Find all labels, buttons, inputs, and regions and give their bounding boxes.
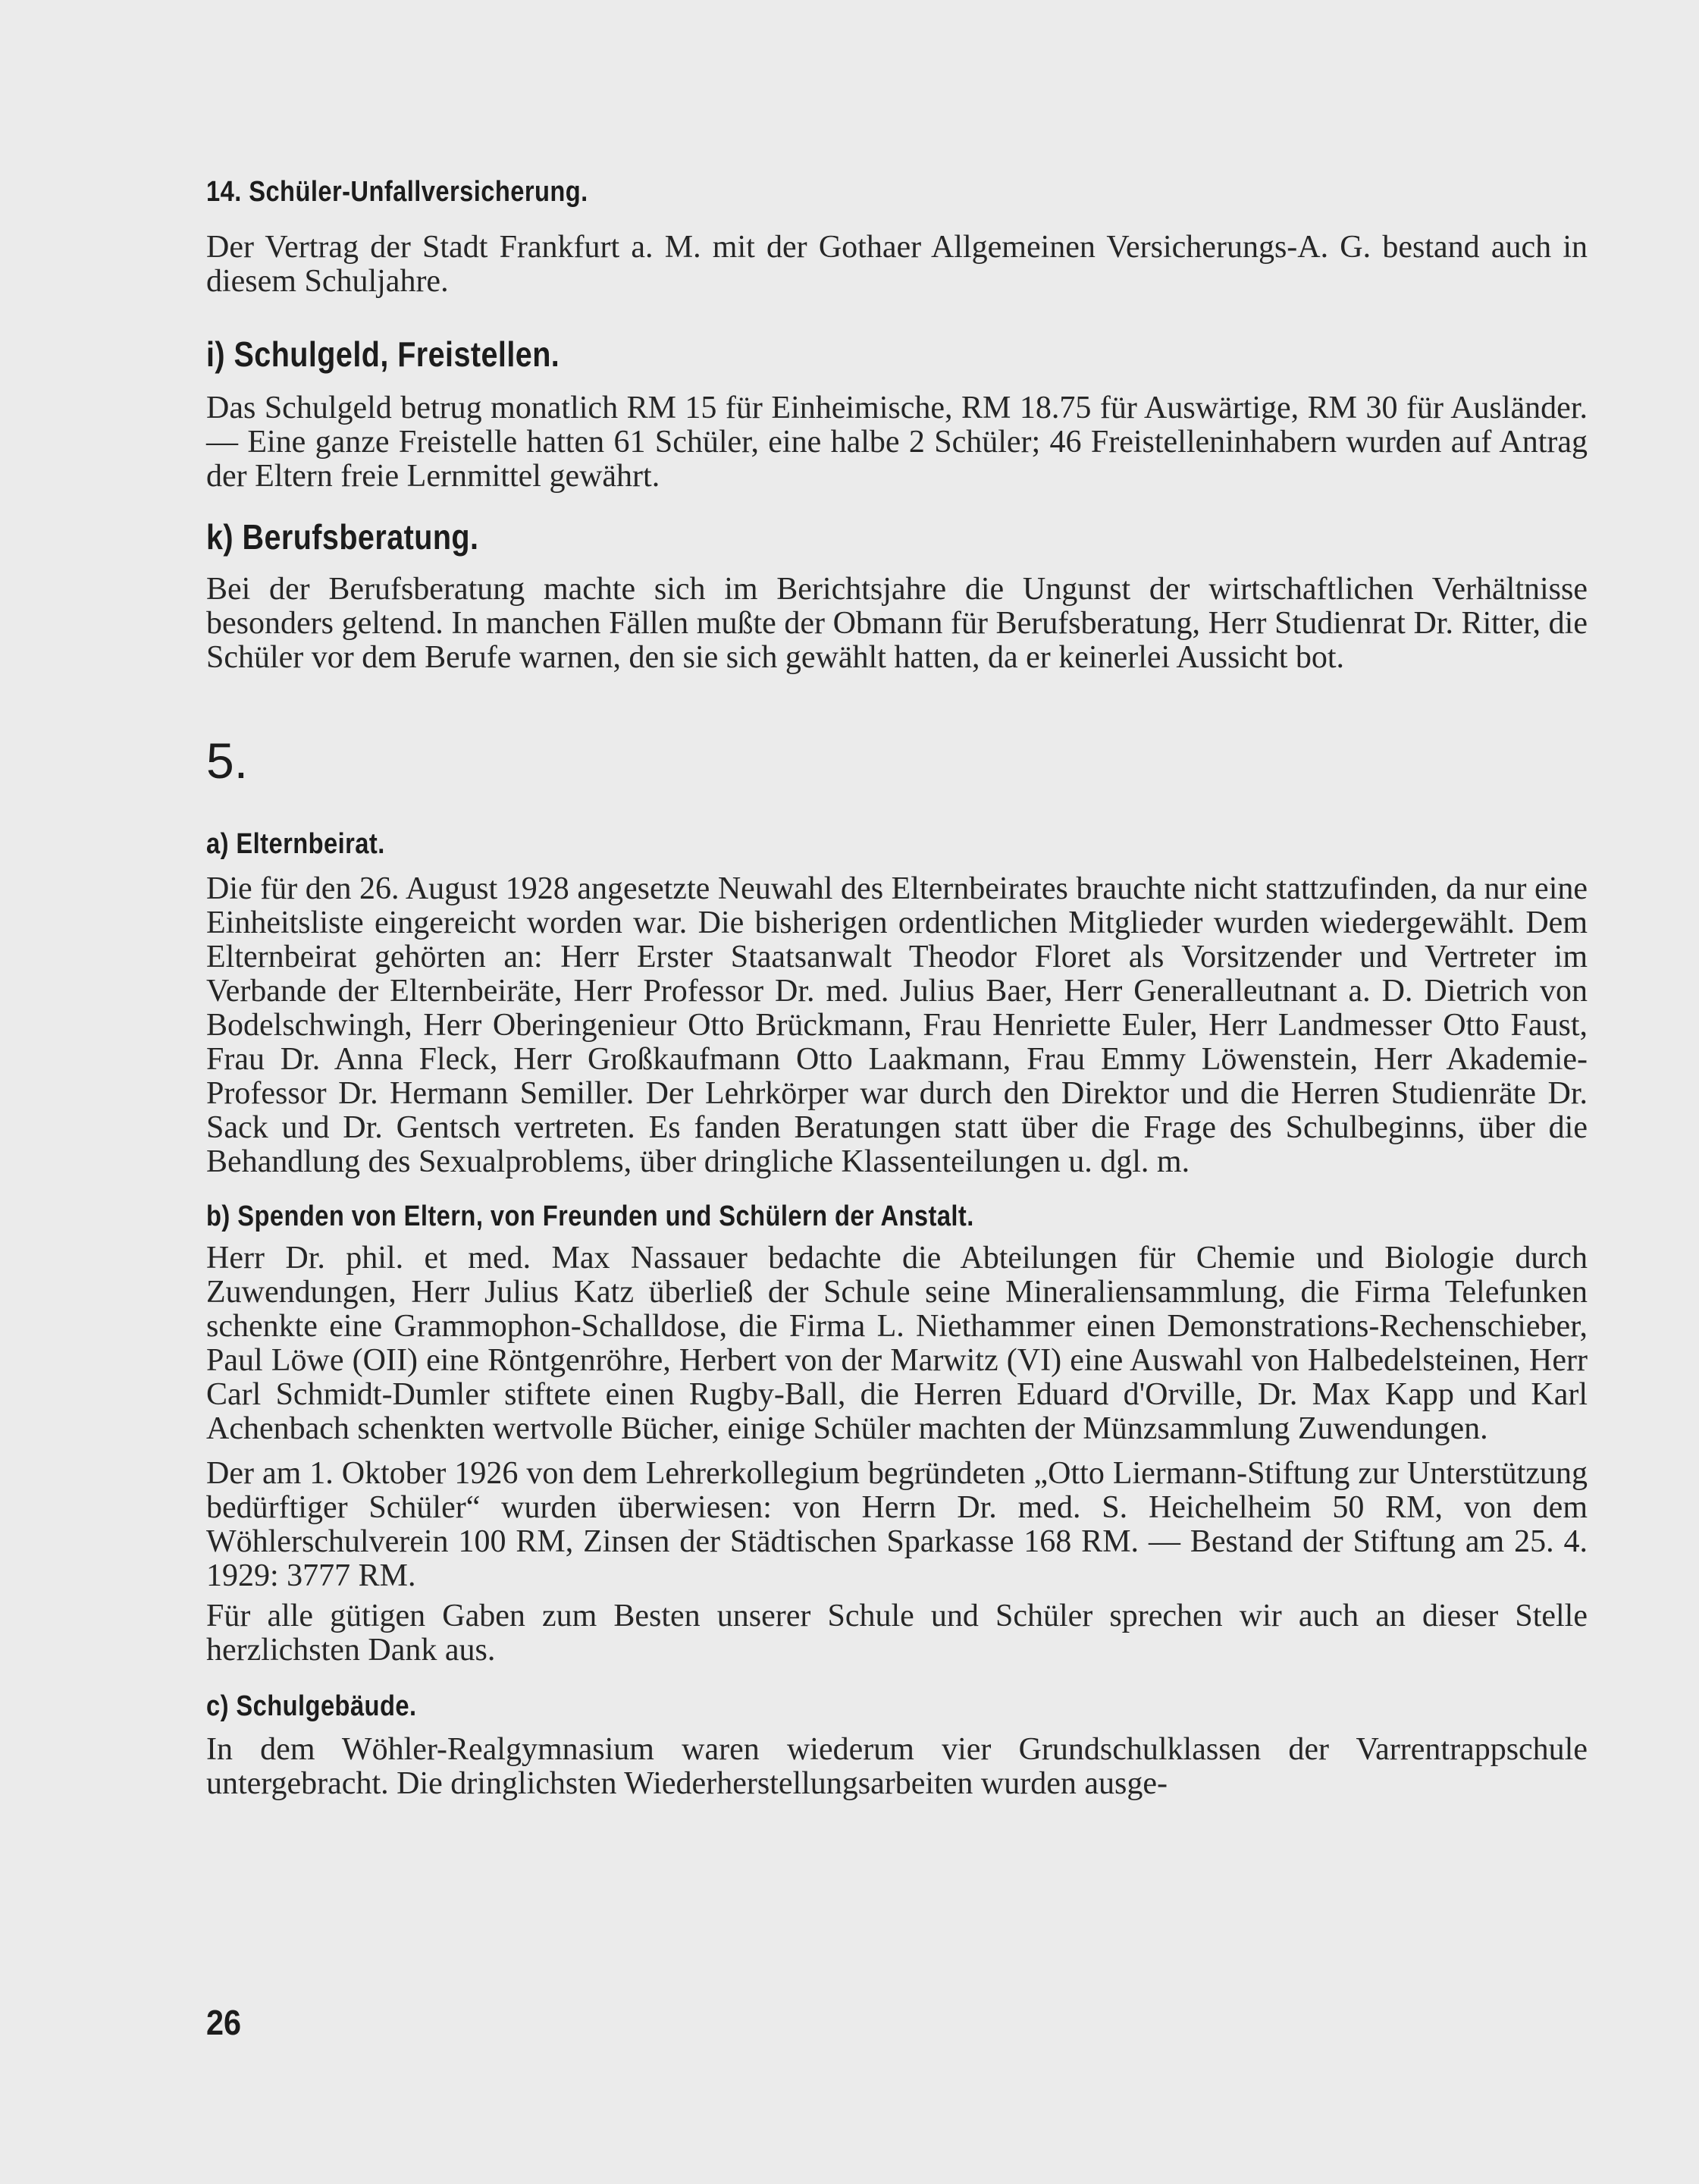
- paragraph-unfallversicherung: Der Vertrag der Stadt Frankfurt a. M. mit der Gothaer Allgemeinen Versicherungs-A. G. bestand auch in diesem Schuljahre.: [206, 230, 1588, 299]
- heading-berufsberatung: k) Berufsberatung.: [206, 517, 479, 557]
- section-number-5: 5.: [206, 733, 249, 789]
- page-number: 26: [206, 2003, 242, 2042]
- heading-schulgebaeude: c) Schulgebäude.: [206, 1690, 417, 1722]
- paragraph-schulgebaeude: In dem Wöhler-Realgymnasium waren wiederum vier Grundschulklassen der Varrentrappschule untergebracht. Die dringlichsten Wiederherstellungsarbeiten wurden ausge-: [206, 1732, 1588, 1801]
- page-content: [206, 173, 1588, 1801]
- paragraph-berufsberatung: Bei der Berufsberatung machte sich im Berichtsjahre die Ungunst der wirtschaftlichen Verhältnisse besonders geltend. In manchen Fällen mußte der Obmann für Berufsberatung, Herr Studienrat Dr. Ritter, die Schüler vor dem Berufe warnen, den sie sich gewählt hatten, da er keinerlei Aussicht bot.: [206, 572, 1588, 675]
- heading-elternbeirat: a) Elternbeirat.: [206, 828, 385, 860]
- paragraph-dank: Für alle gütigen Gaben zum Besten unserer Schule und Schüler sprechen wir auch an dieser Stelle herzlichsten Dank aus.: [206, 1599, 1588, 1668]
- paragraph-liermann-stiftung: Der am 1. Oktober 1926 von dem Lehrerkollegium begründeten „Otto Liermann-Stiftung zur Unterstützung bedürftiger Schüler“ wurden überwiesen: von Herrn Dr. med. S. Heichelheim 50 RM, von dem Wöhlerschulverein 100 RM, Zinsen der Städtischen Sparkasse 168 RM. — Bestand der Stiftung am 25. 4. 1929: 3777 RM.: [206, 1456, 1588, 1593]
- heading-schulgeld-freistellen: i) Schulgeld, Freistellen.: [206, 334, 560, 374]
- paragraph-spenden: Herr Dr. phil. et med. Max Nassauer bedachte die Abteilungen für Chemie und Biologie durch Zuwendungen, Herr Julius Katz überließ der Schule seine Mineraliensammlung, die Firma Telefunken schenkte eine Grammophon-Schalldose, die Firma L. Niethammer einen Demonstrations-Rechenschieber, Paul Löwe (OII) eine Röntgenröhre, Herbert von der Marwitz (VI) eine Auswahl von Halbedelsteinen, Herr Carl Schmidt-Dumler stiftete einen Rugby-Ball, die Herren Eduard d'Orville, Dr. Max Kapp und Karl Achenbach schenkten wertvolle Bücher, einige Schüler machten der Münzsammlung Zuwendungen.: [206, 1241, 1588, 1446]
- heading-schueler-unfallversicherung: 14. Schüler-Unfallversicherung.: [206, 176, 588, 208]
- paragraph-elternbeirat: Die für den 26. August 1928 angesetzte Neuwahl des Elternbeirates brauchte nicht stattzufinden, da nur eine Einheitsliste eingereicht worden war. Die bisherigen ordentlichen Mitglieder wurden wiedergewählt. Dem Elternbeirat gehörten an: Herr Erster Staatsanwalt Theodor Floret als Vorsitzender und Vertreter im Verbande der Elternbeiräte, Herr Professor Dr. med. Julius Baer, Herr Generalleutnant a. D. Dietrich von Bodelschwingh, Herr Oberingenieur Otto Brückmann, Frau Henriette Euler, Herr Landmesser Otto Faust, Frau Dr. Anna Fleck, Herr Großkaufmann Otto Laakmann, Frau Emmy Löwenstein, Herr Akademie-Professor Dr. Hermann Semiller. Der Lehrkörper war durch den Direktor und die Herren Studienräte Dr. Sack und Dr. Gentsch vertreten. Es fanden Beratungen statt über die Frage des Schulbeginns, über die Behandlung des Sexualproblems, über dringliche Klassenteilungen u. dgl. m.: [206, 871, 1588, 1179]
- paragraph-schulgeld: Das Schulgeld betrug monatlich RM 15 für Einheimische, RM 18.75 für Auswärtige, RM 30 für Ausländer. — Eine ganze Freistelle hatten 61 Schüler, eine halbe 2 Schüler; 46 Freistelleninhabern wurden auf Antrag der Eltern freie Lernmittel gewährt.: [206, 391, 1588, 494]
- heading-spenden: b) Spenden von Eltern, von Freunden und Schülern der Anstalt.: [206, 1200, 974, 1232]
